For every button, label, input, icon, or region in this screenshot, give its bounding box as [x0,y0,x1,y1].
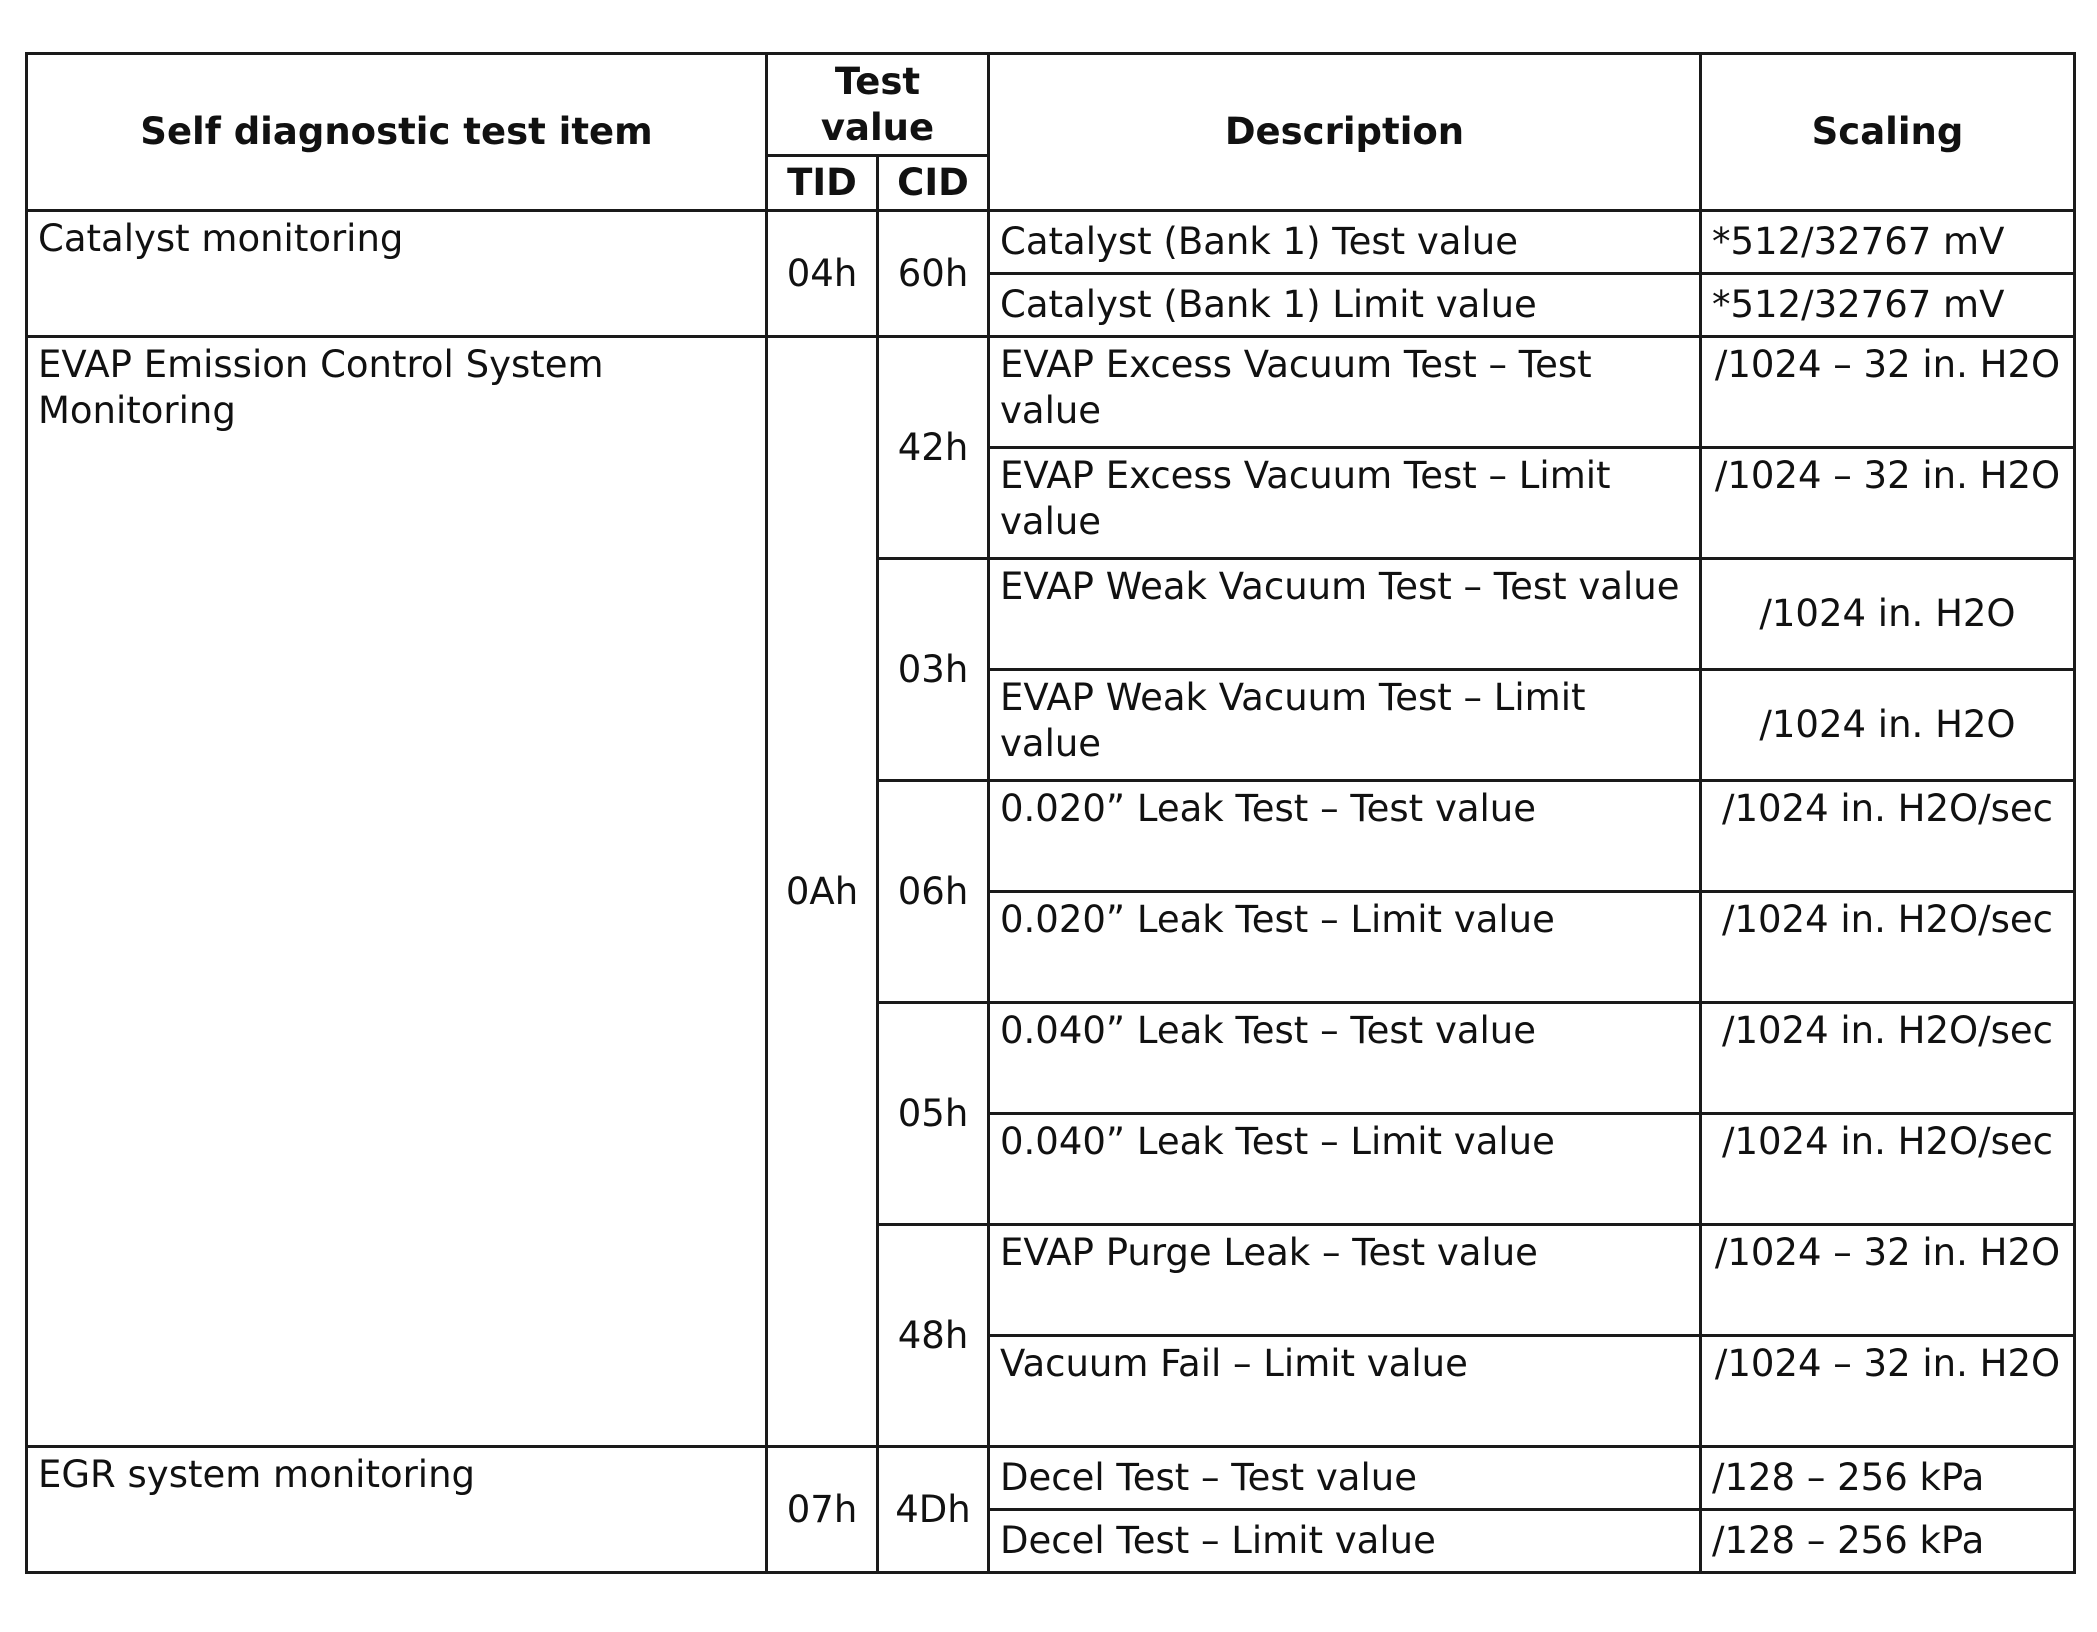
tid-cell: 07h [767,1447,878,1573]
scaling-cell: /1024 in. H2O [1701,559,2075,670]
test-item-cell: EVAP Emission Control System Monitoring [27,337,767,1447]
test-item-cell: Catalyst monitoring [27,211,767,337]
cid-cell: 42h [878,337,989,559]
description-cell: EVAP Purge Leak – Test value [989,1225,1701,1336]
description-cell: EVAP Excess Vacuum Test – Test value [989,337,1701,448]
scaling-cell: /128 – 256 kPa [1701,1447,2075,1510]
table-row [27,211,2075,274]
description-cell: Catalyst (Bank 1) Test value [989,211,1701,274]
cid-cell: 60h [878,211,989,337]
description-cell: Vacuum Fail – Limit value [989,1336,1701,1447]
test-item-cell: EGR system monitoring [27,1447,767,1573]
table-row [27,1447,2075,1510]
tid-cell: 04h [767,211,878,337]
scaling-cell: /1024 in. H2O/sec [1701,892,2075,1003]
cid-cell: 4Dh [878,1447,989,1573]
description-cell: Decel Test – Test value [989,1447,1701,1510]
description-cell: 0.040” Leak Test – Limit value [989,1114,1701,1225]
cid-cell: 03h [878,559,989,781]
cid-cell: 05h [878,1003,989,1225]
description-cell: 0.020” Leak Test – Test value [989,781,1701,892]
scaling-cell: /1024 – 32 in. H2O [1701,337,2075,448]
description-cell: EVAP Excess Vacuum Test – Limit value [989,448,1701,559]
header-tid: TID [767,156,878,211]
description-cell: 0.020” Leak Test – Limit value [989,892,1701,1003]
tid-cell: 0Ah [767,337,878,1447]
scaling-cell: /1024 in. H2O/sec [1701,781,2075,892]
scaling-cell: /1024 in. H2O [1701,670,2075,781]
scaling-cell: /1024 in. H2O/sec [1701,1003,2075,1114]
description-cell: EVAP Weak Vacuum Test – Limit value [989,670,1701,781]
description-cell: 0.040” Leak Test – Test value [989,1003,1701,1114]
table-row [27,337,2075,448]
scaling-cell: /1024 in. H2O/sec [1701,1114,2075,1225]
scaling-cell: /1024 – 32 in. H2O [1701,1336,2075,1447]
description-cell: EVAP Weak Vacuum Test – Test value [989,559,1701,670]
header-item: Self diagnostic test item [27,54,767,211]
scaling-cell: /128 – 256 kPa [1701,1510,2075,1573]
cid-cell: 48h [878,1225,989,1447]
header-cid: CID [878,156,989,211]
header-scaling: Scaling [1701,54,2075,211]
cid-cell: 06h [878,781,989,1003]
scaling-cell: /1024 – 32 in. H2O [1701,1225,2075,1336]
self-diagnostic-test-table [25,52,2076,1574]
description-cell: Catalyst (Bank 1) Limit value [989,274,1701,337]
header-description: Description [989,54,1701,211]
scaling-cell: /1024 – 32 in. H2O [1701,448,2075,559]
description-cell: Decel Test – Limit value [989,1510,1701,1573]
header-test-value: Test value [767,54,989,156]
scaling-cell: *512/32767 mV [1701,211,2075,274]
scaling-cell: *512/32767 mV [1701,274,2075,337]
